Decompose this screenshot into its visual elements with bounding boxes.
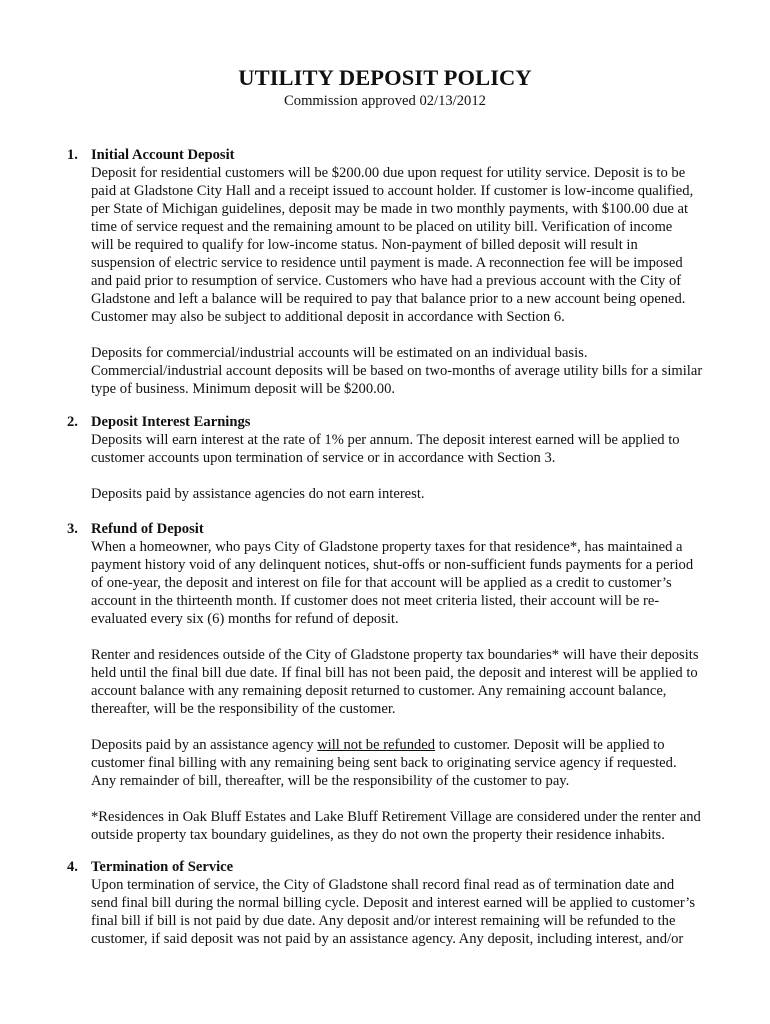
section-initial-account-deposit bbox=[67, 146, 731, 398]
text-line: will be required to qualify for low-income status. Non-payment of billed deposit will result in bbox=[91, 237, 638, 253]
text-line: customer final billing with any remaining being sent back to originating service agency if requested. bbox=[91, 755, 677, 771]
section-heading: Termination of Service bbox=[91, 859, 234, 875]
text-line bbox=[91, 736, 731, 754]
text-line: Renter and residences outside of the City of Gladstone property tax boundaries* will have their deposits bbox=[91, 647, 699, 663]
text-line: customer, if said deposit was not paid by an assistance agency. Any deposit, including interest, and/or bbox=[91, 931, 684, 947]
section-number: 3. bbox=[67, 521, 78, 537]
text-line: held until the final bill due date. If final bill has not been paid, the deposit and interest will be applied to bbox=[91, 665, 698, 681]
text-line: account in the thirteenth month. If customer does not meet criteria listed, their account will be re- bbox=[91, 593, 660, 609]
paragraph bbox=[91, 485, 731, 503]
section-refund-of-deposit bbox=[67, 520, 731, 844]
paragraph bbox=[91, 344, 731, 398]
text-line: type of business. Minimum deposit will be $200.00. bbox=[91, 381, 396, 397]
section-number: 2. bbox=[67, 414, 78, 430]
text-line: account balance with any remaining deposit returned to customer. Any remaining account balance, bbox=[91, 683, 667, 699]
text-line: and paid prior to resumption of service. Customers who have had a previous account with the City of bbox=[91, 273, 682, 289]
section-heading: Initial Account Deposit bbox=[91, 147, 235, 163]
text-line: Deposits will earn interest at the rate of 1% per annum. The deposit interest earned will be applied to bbox=[91, 432, 680, 448]
underlined-text: will not be refunded bbox=[317, 737, 436, 753]
text-line: outside property tax boundary guidelines, as they do not own the property their residence inhabits. bbox=[91, 827, 665, 843]
document-title: UTILITY DEPOSIT POLICY bbox=[238, 65, 532, 90]
section-number: 4. bbox=[67, 859, 78, 875]
text-run: Deposits paid by an assistance agency bbox=[91, 737, 318, 753]
section-termination-of-service bbox=[67, 858, 731, 948]
text-line: Commercial/industrial account deposits will be based on two-months of average utility bills for a similar bbox=[91, 363, 703, 379]
text-line: thereafter, will be the responsibility of the customer. bbox=[91, 701, 396, 717]
text-line: Customer may also be subject to additional deposit in accordance with Section 6. bbox=[91, 309, 565, 325]
footnote-paragraph bbox=[91, 808, 731, 844]
section-deposit-interest-earnings bbox=[67, 413, 731, 503]
text-line: final bill if bill is not paid by due date. Any deposit and/or interest remaining will be refunded to the bbox=[91, 913, 676, 929]
section-heading: Refund of Deposit bbox=[91, 521, 204, 537]
document-subtitle: Commission approved 02/13/2012 bbox=[284, 93, 486, 109]
text-line: Any remainder of bill, thereafter, will be the responsibility of the customer to pay. bbox=[91, 773, 570, 789]
text-line: paid at Gladstone City Hall and a receipt issued to account holder. If customer is low-income qualified, bbox=[91, 183, 694, 199]
text-line: send final bill during the normal billing cycle. Deposit and interest earned will be applied to customer’s bbox=[91, 895, 696, 911]
text-line: time of service request and the remaining amount to be placed on utility bill. Verification of income bbox=[91, 219, 673, 235]
text-line: Deposit for residential customers will be $200.00 due upon request for utility service. Deposit is to be bbox=[91, 165, 686, 181]
text-line: evaluated every six (6) months for refund of deposit. bbox=[91, 611, 399, 627]
paragraph bbox=[91, 164, 731, 326]
text-line: per State of Michigan guidelines, deposit may be made in two monthly payments, with $100.00 due at bbox=[91, 201, 689, 217]
section-number: 1. bbox=[67, 147, 78, 163]
paragraph bbox=[91, 646, 731, 718]
text-line: customer accounts upon termination of service or in accordance with Section 3. bbox=[91, 450, 556, 466]
text-line: payment history void of any delinquent notices, shut-offs or non-sufficient funds payments for a period bbox=[91, 557, 694, 573]
text-line: When a homeowner, who pays City of Gladstone property taxes for that residence*, has maintained a bbox=[91, 539, 683, 555]
text-line: Deposits for commercial/industrial accounts will be estimated on an individual basis. bbox=[91, 345, 588, 361]
text-run: to customer. Deposit will be applied to bbox=[435, 737, 665, 753]
paragraph bbox=[91, 431, 731, 467]
text-line: Upon termination of service, the City of Gladstone shall record final read as of termination date and bbox=[91, 877, 675, 893]
paragraph bbox=[91, 876, 731, 948]
paragraph bbox=[91, 736, 731, 790]
section-heading: Deposit Interest Earnings bbox=[91, 414, 251, 430]
text-line: suspension of electric service to residence until payment is made. A reconnection fee will be imposed bbox=[91, 255, 683, 271]
text-line: of one-year, the deposit and interest on file for that account will be applied as a credit to customer’s bbox=[91, 575, 672, 591]
text-line: *Residences in Oak Bluff Estates and Lake Bluff Retirement Village are considered under the renter and bbox=[91, 809, 701, 825]
paragraph bbox=[91, 538, 731, 628]
text-line: Gladstone and left a balance will be required to pay that balance prior to a new account being opened. bbox=[91, 291, 686, 307]
text-line: Deposits paid by assistance agencies do not earn interest. bbox=[91, 486, 425, 502]
